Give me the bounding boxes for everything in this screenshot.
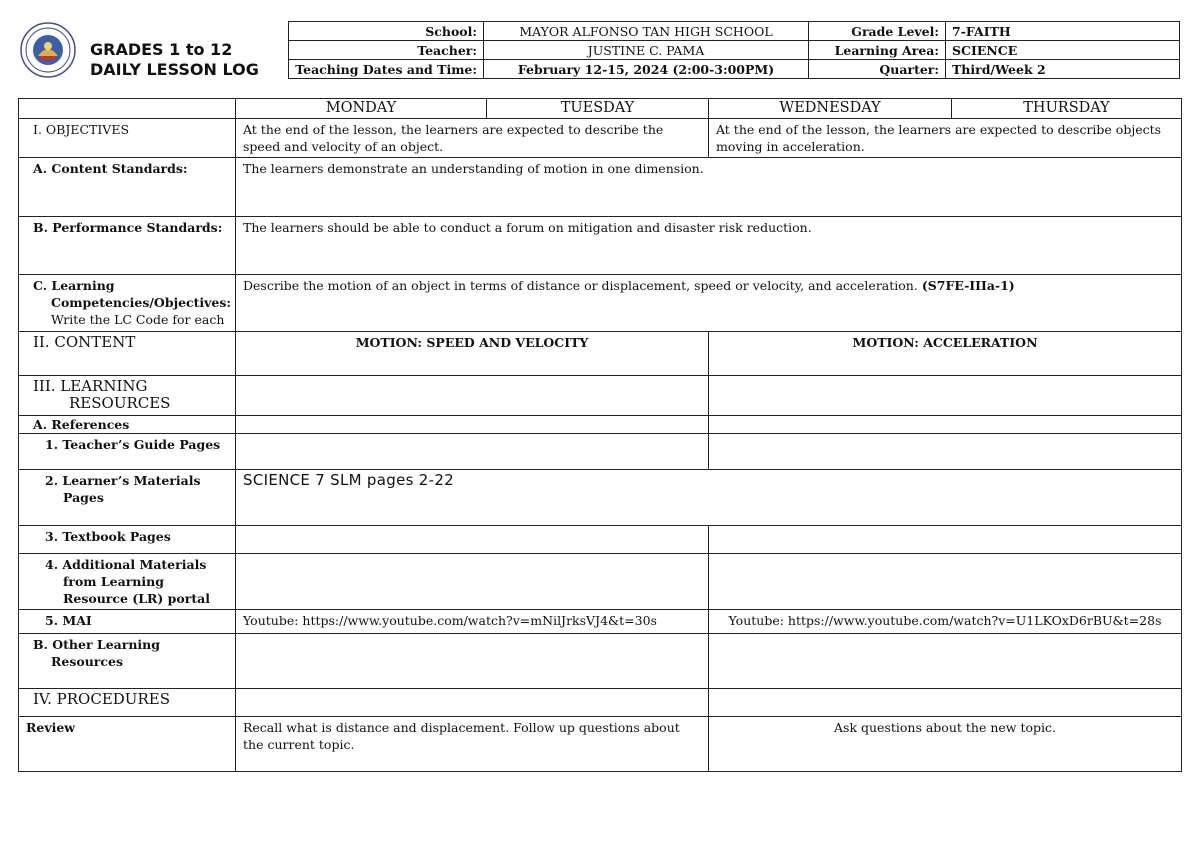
additional-materials-wed-thu — [709, 554, 1182, 610]
performance-standards-label: B. Performance Standards: — [19, 217, 236, 275]
additional-materials-row — [19, 554, 1182, 610]
other-resources-label — [19, 634, 236, 689]
objectives-row — [19, 119, 1182, 158]
learners-materials-row — [19, 470, 1182, 526]
learning-resources-label — [19, 376, 236, 416]
day-header-row — [19, 99, 1182, 119]
am-label-line-2: from Learning — [63, 574, 164, 589]
deped-seal-logo — [20, 22, 76, 78]
header-info-table — [288, 21, 1180, 79]
references-wed-thu — [709, 416, 1182, 434]
learning-resources-mon-tue — [236, 376, 709, 416]
learning-resources-row — [19, 376, 1182, 416]
olr-label-line-1: B. Other Learning — [33, 637, 161, 652]
olr-label-line-2: Resources — [51, 654, 123, 669]
title-line-2: DAILY LESSON LOG — [90, 60, 259, 79]
procedures-label: IV. PROCEDURES — [19, 689, 236, 717]
references-mon-tue — [236, 416, 709, 434]
learning-area-value: SCIENCE — [946, 41, 1180, 60]
teacher-label: Teacher: — [289, 41, 484, 60]
learning-competencies-value — [236, 275, 1182, 332]
learning-resources-wed-thu — [709, 376, 1182, 416]
day-thursday: THURSDAY — [952, 99, 1182, 119]
title-line-1: GRADES 1 to 12 — [90, 40, 233, 59]
other-resources-row — [19, 634, 1182, 689]
content-standards-label: A. Content Standards: — [19, 158, 236, 217]
objectives-mon-tue: At the end of the lesson, the learners are expected to describe the speed and velocity of an object. — [236, 119, 709, 158]
lm-label-line-2: Pages — [63, 490, 104, 505]
lc-code: (S7FE-IIIa-1) — [921, 278, 1015, 293]
learners-materials-value: SCIENCE 7 SLM pages 2-22 — [236, 470, 1182, 526]
lr-label-line-1: III. LEARNING — [33, 377, 148, 395]
additional-materials-label — [19, 554, 236, 610]
objectives-wed-thu: At the end of the lesson, the learners are expected to describe objects moving in acceleration. — [709, 119, 1182, 158]
day-wednesday: WEDNESDAY — [709, 99, 952, 119]
procedures-mon-tue — [236, 689, 709, 717]
lesson-log-table — [18, 98, 1182, 772]
quarter-label: Quarter: — [809, 60, 946, 79]
mai-label: 5. MAI — [19, 610, 236, 634]
school-value: MAYOR ALFONSO TAN HIGH SCHOOL — [484, 22, 809, 41]
textbook-pages-row — [19, 526, 1182, 554]
textbook-pages-wed-thu — [709, 526, 1182, 554]
references-row — [19, 416, 1182, 434]
procedures-row — [19, 689, 1182, 717]
review-mon-tue: Recall what is distance and displacement. Follow up questions about the current topic. — [236, 717, 709, 772]
am-label-line-1: 4. Additional Materials — [45, 557, 207, 572]
mai-link-wed-thu[interactable]: Youtube: https://www.youtube.com/watch?v=U1LKOxD6rBU&t=28s — [709, 610, 1182, 634]
content-label: II. CONTENT — [19, 332, 236, 376]
textbook-pages-mon-tue — [236, 526, 709, 554]
document-title — [90, 40, 259, 80]
blank-corner-cell — [19, 99, 236, 119]
teachers-guide-wed-thu — [709, 434, 1182, 470]
other-resources-wed-thu — [709, 634, 1182, 689]
teachers-guide-mon-tue — [236, 434, 709, 470]
lc-text: Describe the motion of an object in terms of distance or displacement, speed or velocity, and acceleration. — [243, 278, 918, 293]
day-tuesday: TUESDAY — [487, 99, 709, 119]
content-standards-row — [19, 158, 1182, 217]
textbook-pages-label: 3. Textbook Pages — [19, 526, 236, 554]
mai-row — [19, 610, 1182, 634]
mai-link-mon-tue[interactable]: Youtube: https://www.youtube.com/watch?v=mNilJrksVJ4&t=30s — [236, 610, 709, 634]
review-label: Review — [19, 717, 236, 772]
other-resources-mon-tue — [236, 634, 709, 689]
content-wed-thu: MOTION: ACCELERATION — [709, 332, 1182, 376]
lm-label-line-1: 2. Learner’s Materials — [45, 473, 201, 488]
content-row — [19, 332, 1182, 376]
lc-label-line-2: Competencies/Objectives: — [51, 295, 232, 310]
learners-materials-label — [19, 470, 236, 526]
content-standards-value: The learners demonstrate an understanding of motion in one dimension. — [236, 158, 1182, 217]
grade-level-label: Grade Level: — [809, 22, 946, 41]
objectives-label: I. OBJECTIVES — [19, 119, 236, 158]
lc-label-line-1: C. Learning — [33, 278, 115, 293]
school-label: School: — [289, 22, 484, 41]
review-wed-thu: Ask questions about the new topic. — [709, 717, 1182, 772]
teachers-guide-row — [19, 434, 1182, 470]
day-monday: MONDAY — [236, 99, 487, 119]
teachers-guide-label: 1. Teacher’s Guide Pages — [19, 434, 236, 470]
learning-competencies-label — [19, 275, 236, 332]
review-row — [19, 717, 1182, 772]
lr-label-line-2: RESOURCES — [69, 394, 171, 412]
teacher-value: JUSTINE C. PAMA — [484, 41, 809, 60]
additional-materials-mon-tue — [236, 554, 709, 610]
lc-label-line-3: Write the LC Code for each — [51, 312, 225, 327]
performance-standards-value: The learners should be able to conduct a forum on mitigation and disaster risk reduction. — [236, 217, 1182, 275]
grade-level-value: 7-FAITH — [946, 22, 1180, 41]
procedures-wed-thu — [709, 689, 1182, 717]
references-label: A. References — [19, 416, 236, 434]
am-label-line-3: Resource (LR) portal — [63, 591, 210, 606]
learning-competencies-row — [19, 275, 1182, 332]
quarter-value: Third/Week 2 — [946, 60, 1180, 79]
teaching-dates-value: February 12-15, 2024 (2:00-3:00PM) — [484, 60, 809, 79]
performance-standards-row — [19, 217, 1182, 275]
teaching-dates-label: Teaching Dates and Time: — [289, 60, 484, 79]
content-mon-tue: MOTION: SPEED AND VELOCITY — [236, 332, 709, 376]
learning-area-label: Learning Area: — [809, 41, 946, 60]
